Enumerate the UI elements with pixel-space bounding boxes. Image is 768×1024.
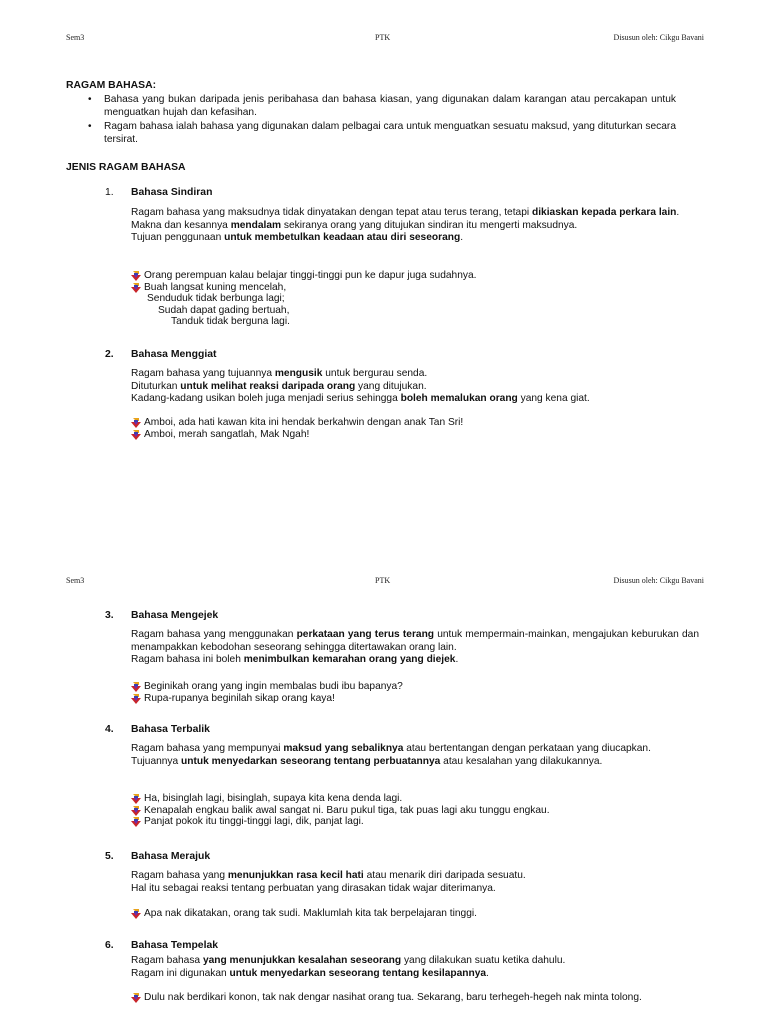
example-text: Dulu nak berdikari konon, tak nak dengar nasihat orang tua. Sekarang, baru terhegeh-hegeh nak minta tolong.: [144, 992, 642, 1003]
section-title: Bahasa Tempelak: [131, 940, 219, 951]
ragam-bahasa-heading: RAGAM BAHASA:: [66, 80, 157, 91]
section-number: 4.: [105, 724, 114, 735]
text-run: atau bertentangan dengan perkataan yang diucapkan.: [403, 743, 651, 754]
section-description: [131, 955, 699, 980]
example-text: Kenapalah engkau balik awal sangat ni. Baru pukul tiga, tak puas lagi aku tunggu engkau.: [144, 804, 550, 816]
bold-phrase: untuk melihat reaksi daripada orang: [180, 380, 356, 392]
text-run: untuk mempermain-mainkan, mengajukan keburukan dan menampakkan kebodohan seseorang sehingga ditertawakan orang lain.: [131, 629, 700, 653]
text-run: .: [455, 654, 459, 666]
text-run: yang dilakukan suatu ketika dahulu.: [401, 955, 566, 966]
text-run: sekiranya orang yang ditujukan sindiran itu mengerti maksudnya.: [281, 219, 578, 231]
bullet-dot-icon: •: [88, 121, 92, 133]
bold-phrase: perkataan yang terus terang: [296, 629, 435, 640]
pantun-line: Sudah dapat gading bertuah,: [158, 304, 290, 316]
bullet-item: • Ragam bahasa ialah bahasa yang digunakan dalam pelbagai cara untuk menguatkan sesuatu maksud, yang dituturkan secara tersirat.: [88, 121, 676, 145]
document-page-2: [0, 560, 768, 1024]
section-description: [131, 207, 699, 245]
example-item: [131, 282, 699, 294]
text-run: yang ditujukan.: [355, 380, 427, 392]
text-run: Kadang-kadang usikan boleh juga menjadi serius sehingga: [131, 393, 401, 405]
text-run: Hal itu sebagai reaksi tentang perbuatan yang dirasakan tidak wajar diterimanya.: [131, 882, 496, 894]
description-line: [131, 368, 699, 381]
text-run: atau kesalahan yang dilakukannya.: [440, 755, 603, 767]
example-list: [131, 908, 699, 920]
header-center: PTK: [375, 33, 391, 42]
section-number: 2.: [105, 349, 114, 360]
ragam-bahasa-bullets: [86, 94, 676, 146]
section-title: Bahasa Mengejek: [131, 610, 219, 621]
description-line: [131, 968, 699, 981]
section-title: Bahasa Sindiran: [131, 187, 213, 198]
header-left: Sem3: [66, 33, 85, 42]
section-title: Bahasa Merajuk: [131, 851, 211, 862]
example-list: [131, 992, 699, 1004]
header-right: Disusun oleh: Cikgu Bavani: [613, 33, 704, 42]
example-item: [131, 429, 699, 441]
example-list: [131, 793, 699, 828]
bold-phrase: menimbulkan kemarahan orang yang diejek: [243, 654, 456, 666]
description-line: [131, 393, 699, 406]
arrow-bullet-icon: [131, 418, 141, 428]
example-item: [131, 908, 699, 920]
description-line: [131, 870, 699, 883]
example-text: Ha, bisinglah lagi, bisinglah, supaya kita kena denda lagi.: [144, 793, 403, 804]
arrow-bullet-icon: [131, 993, 141, 1003]
text-run: Ragam bahasa: [131, 955, 203, 966]
example-item: [131, 681, 699, 693]
bold-phrase: untuk menyedarkan seseorang tentang kesilapannya: [229, 967, 487, 979]
section-number: 6.: [105, 940, 114, 951]
text-run: .: [676, 207, 680, 218]
text-run: .: [486, 967, 489, 979]
bold-phrase: untuk menyedarkan seseorang tentang perbuatannya: [181, 755, 441, 767]
example-text: Rupa-rupanya beginilah sikap orang kaya!: [144, 692, 335, 704]
section-description: [131, 368, 699, 406]
bold-phrase: yang menunjukkan kesalahan seseorang: [202, 955, 402, 966]
arrow-bullet-icon: [131, 794, 141, 804]
bold-phrase: mendalam: [230, 219, 282, 231]
arrow-bullet-icon: [131, 909, 141, 919]
jenis-ragam-heading: JENIS RAGAM BAHASA: [66, 162, 186, 173]
description-line: [131, 629, 699, 654]
description-line: [131, 381, 699, 394]
text-run: atau menarik diri daripada sesuatu.: [363, 870, 526, 881]
text-run: Ragam ini digunakan: [131, 967, 230, 979]
description-line: [131, 232, 699, 245]
example-item: [131, 417, 699, 429]
example-item: [131, 793, 699, 805]
section-title: Bahasa Menggiat: [131, 349, 217, 360]
description-line: [131, 756, 699, 769]
section-description: [131, 743, 699, 768]
bold-phrase: untuk membetulkan keadaan atau diri seseorang: [224, 232, 461, 244]
arrow-bullet-icon: [131, 430, 141, 440]
example-item: [131, 693, 699, 705]
text-run: Ragam bahasa ini boleh: [131, 654, 244, 666]
description-line: [131, 220, 699, 233]
arrow-bullet-icon: [131, 682, 141, 692]
section-description: [131, 629, 699, 667]
description-line: [131, 207, 699, 220]
example-list: [131, 270, 699, 328]
bold-phrase: menunjukkan rasa kecil hati: [227, 870, 364, 881]
section-description: [131, 870, 699, 895]
bullet-item: • Bahasa yang bukan daripada jenis peribahasa dan bahasa kiasan, yang digunakan dalam karangan atau percakapan untuk menguatkan hujah dan kefasihan.: [88, 94, 676, 118]
pantun-line: Tanduk tidak berguna lagi.: [171, 316, 290, 328]
header-right: Disusun oleh: Cikgu Bavani: [613, 576, 704, 585]
example-item: [131, 816, 699, 828]
example-text: Amboi, merah sangatlah, Mak Ngah!: [144, 428, 310, 440]
text-run: .: [460, 232, 464, 244]
example-text: Beginikah orang yang ingin membalas budi ibu bapanya?: [144, 681, 403, 692]
example-item: [131, 992, 699, 1004]
section-number: 3.: [105, 610, 114, 621]
section-number: 5.: [105, 851, 114, 862]
text-run: untuk bergurau senda.: [322, 368, 428, 379]
text-run: Ragam bahasa yang tujuannya: [131, 368, 275, 379]
description-line: [131, 955, 699, 968]
example-text: Amboi, ada hati kawan kita ini hendak berkahwin dengan anak Tan Sri!: [144, 417, 464, 428]
text-run: Dituturkan: [131, 380, 181, 392]
arrow-bullet-icon: [131, 283, 141, 293]
description-line: [131, 743, 699, 756]
example-item: [131, 805, 699, 817]
text-run: yang kena giat.: [517, 393, 590, 405]
bold-phrase: maksud yang sebaliknya: [283, 743, 404, 754]
text-run: Ragam bahasa yang mempunyai: [131, 743, 284, 754]
example-text: Apa nak dikatakan, orang tak sudi. Maklumlah kita tak berpelajaran tinggi.: [144, 908, 477, 919]
arrow-bullet-icon: [131, 817, 141, 827]
arrow-bullet-icon: [131, 694, 141, 704]
description-line: [131, 883, 699, 896]
example-text: Buah langsat kuning mencelah,: [144, 281, 287, 293]
example-list: [131, 681, 699, 704]
text-run: Tujuan penggunaan: [131, 232, 225, 244]
example-item: [131, 270, 699, 282]
arrow-bullet-icon: [131, 271, 141, 281]
example-text: Panjat pokok itu tinggi-tinggi lagi, dik, panjat lagi.: [144, 816, 364, 828]
bold-phrase: mengusik: [274, 368, 323, 379]
arrow-bullet-icon: [131, 806, 141, 816]
bold-phrase: dikiaskan kepada perkara lain: [531, 207, 677, 218]
header-center: PTK: [375, 576, 391, 585]
text-run: Ragam bahasa yang maksudnya tidak dinyatakan dengan tepat atau terus terang, tetapi: [131, 207, 532, 218]
bold-phrase: boleh memalukan orang: [400, 393, 518, 405]
example-text: Orang perempuan kalau belajar tinggi-tinggi pun ke dapur juga sudahnya.: [144, 270, 477, 281]
text-run: Ragam bahasa yang menggunakan: [131, 629, 297, 640]
section-number: 1.: [105, 187, 114, 198]
example-list: [131, 417, 699, 440]
header-left: Sem3: [66, 576, 85, 585]
text-run: Ragam bahasa yang: [131, 870, 228, 881]
section-title: Bahasa Terbalik: [131, 724, 210, 735]
text-run: Makna dan kesannya: [131, 219, 231, 231]
pantun-line: Senduduk tidak berbunga lagi;: [147, 293, 285, 305]
text-run: Tujuannya: [131, 755, 182, 767]
description-line: [131, 654, 699, 667]
bullet-dot-icon: •: [88, 94, 92, 105]
